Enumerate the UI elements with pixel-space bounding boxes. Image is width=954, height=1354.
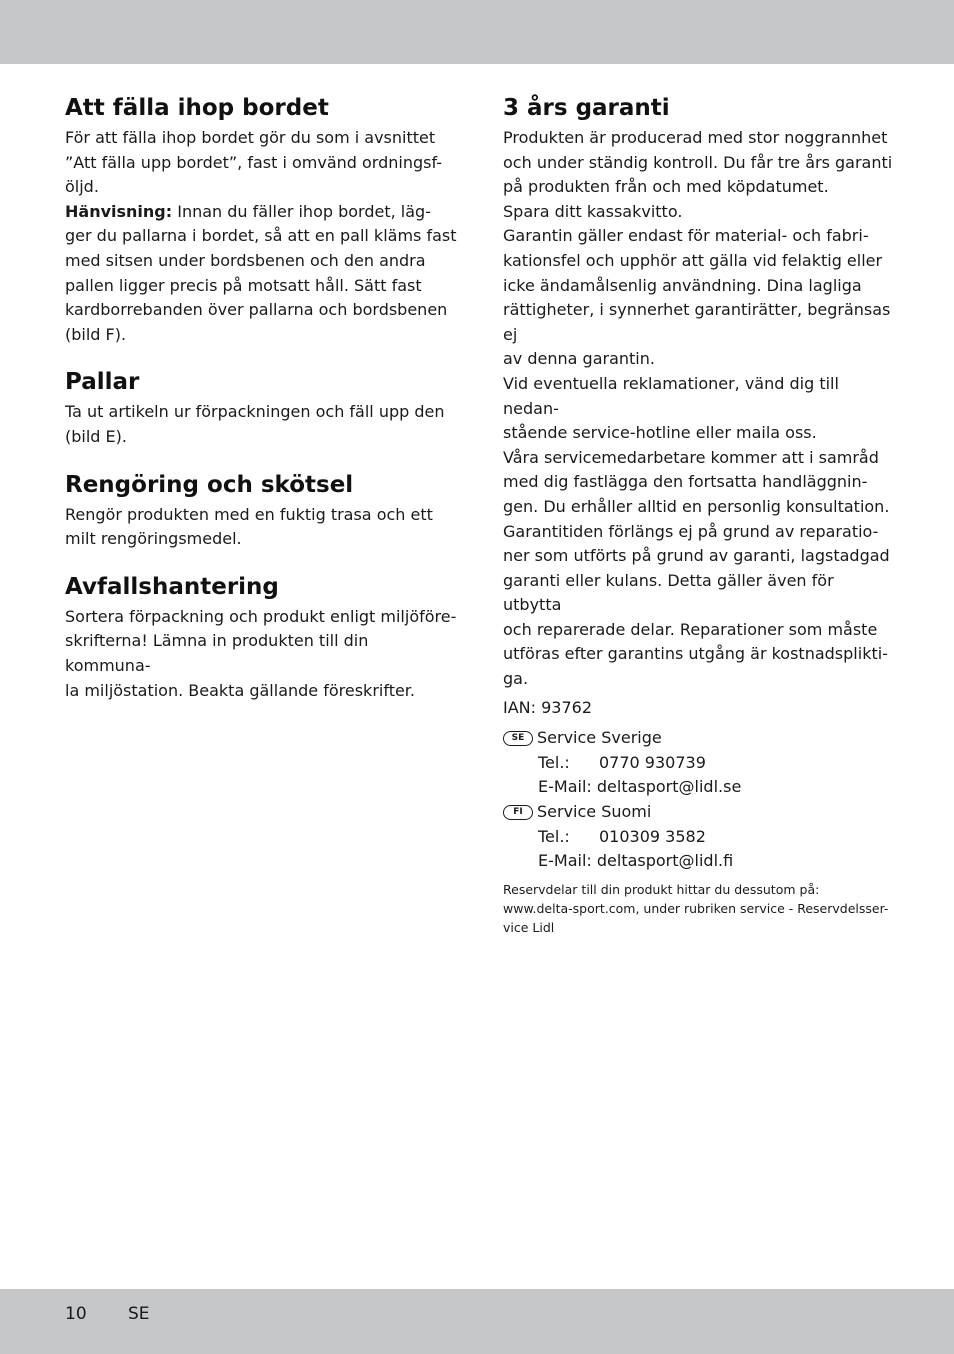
page-number: 10 (65, 1304, 87, 1324)
heading-warranty: 3 års garanti (503, 95, 670, 121)
spare-parts-note: Reservdelar till din produkt hittar du dessutom på: www.delta-sport.com, under rubriken service - Reservdelsser- vice Lidl (503, 881, 889, 935)
heading-fold-table: Att fälla ihop bordet (65, 95, 329, 121)
mail-address[interactable]: deltasport@lidl.se (596, 777, 742, 797)
heading-disposal: Avfallshantering (65, 573, 279, 600)
left-column (65, 90, 457, 703)
tel-number: 0770 930739 (599, 752, 706, 772)
cleaning-text: Rengör produkten med en fuktig trasa och ett milt rengöringsmedel. (65, 504, 433, 549)
fold-table-paragraph (65, 126, 457, 347)
heading-cleaning: Rengöring och skötsel (65, 471, 354, 498)
warranty-text: Produkten är producerad med stor noggrannhet och under ständig kontroll. Du får tre års garanti på produkten från och med köpdatumet. Spara ditt kassakvitto. Garantin gäller endast för material- och fabri- kationsfel och upphör att gälla vid felaktig eller icke ändamålsenlig användning. Dina lagliga rättigheter, i synnerhet garantirätter, begränsas ej av denna garantin. Vid eventuella reklamationer, vänd dig till nedan- stående service-hotline eller maila oss. Våra servicemedarbetare kommer att i samråd med dig fastlägga den fortsatta handläggnin- gen. Du erhåller alltid en personlig konsultation. Garantitiden förlängs ej på grund av reparatio- ner som utförts på grund av garanti, lagstadgad garanti eller kulans. Detta gäller även för utbytta och reparerade delar. Reparationer som måste utföras efter garantins utgång är kostnadsplikti- ga. (503, 128, 893, 689)
mail-address[interactable]: deltasport@lidl.fi (596, 851, 734, 871)
fold-table-text: För att fälla ihop bordet gör du som i avsnittet ”Att fälla upp bordet”, fast i omvänd ordningsf- öljd. (65, 128, 443, 197)
note-text: Innan du fäller ihop bordet, läg- ger du pallarna i bordet, så att en pall kläms fast med sitsen under bordsbenen och den andra pallen ligger precis på motsatt håll. Sätt fast kardborrebanden över pallarna och bordsbenen (bild F). (65, 201, 457, 344)
disposal-text: Sortera förpackning och produkt enligt miljöföre- skrifterna! Lämna in produkten till din kommuna- la miljöstation. Beakta gällande föreskrifter. (65, 606, 457, 700)
mail-label: E-Mail: (538, 777, 592, 797)
note-label: Hänvisning: (65, 201, 173, 221)
fi-country-badge-icon: FI (503, 805, 533, 820)
stools-text: Ta ut artikeln ur förpackningen och fäll upp den (bild E). (65, 402, 445, 446)
tel-label: Tel.: (538, 752, 570, 772)
service-name: Service Sverige (537, 728, 662, 748)
service-block-fi (503, 800, 895, 874)
service-name: Service Suomi (537, 802, 652, 822)
mail-label: E-Mail: (538, 851, 592, 871)
service-block-se (503, 726, 895, 800)
ian-number: IAN: 93762 (503, 697, 593, 717)
page-footer (65, 1302, 150, 1326)
se-country-badge-icon: SE (503, 731, 533, 746)
heading-stools: Pallar (65, 369, 140, 396)
tel-number: 010309 3582 (599, 826, 706, 846)
tel-label: Tel.: (538, 826, 570, 846)
header-band (0, 0, 954, 64)
right-column (503, 90, 895, 949)
language-code: SE (128, 1304, 150, 1324)
